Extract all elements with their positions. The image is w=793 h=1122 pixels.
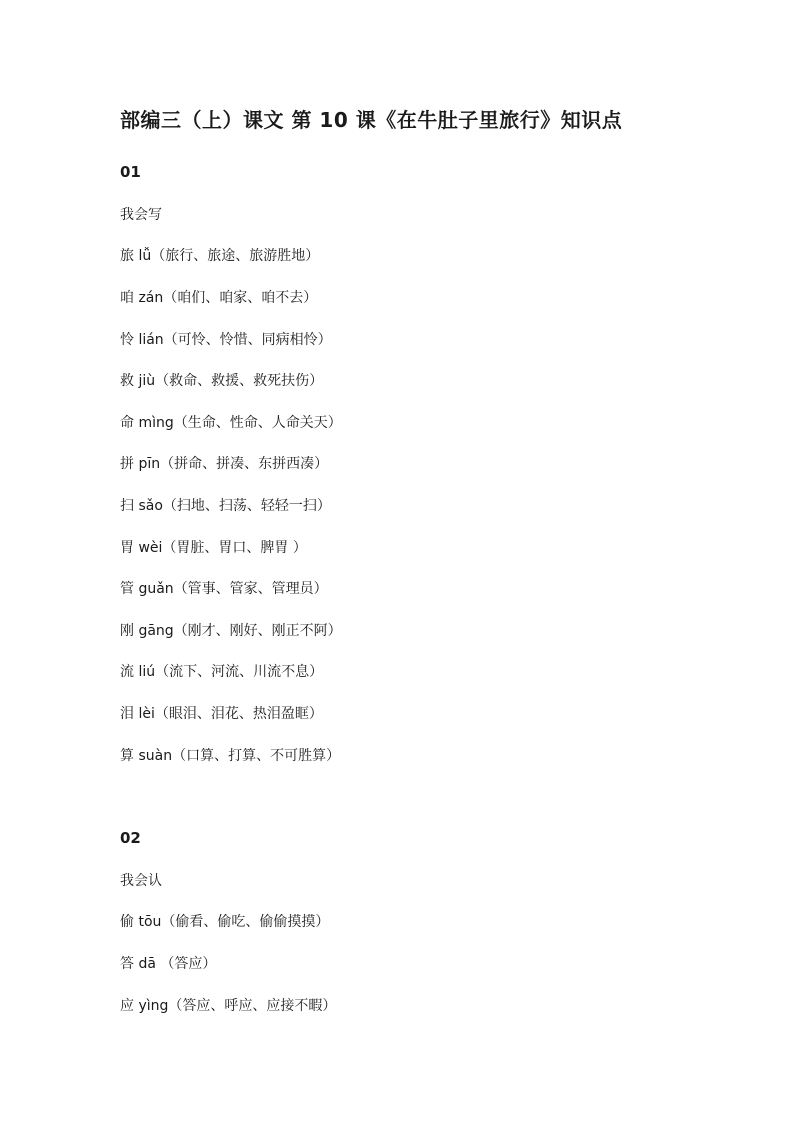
list-item: 管 guǎn（管事、管家、管理员） [120,581,328,597]
list-item: 旅 lǚ（旅行、旅途、旅游胜地） [120,248,320,264]
list-item: 怜 lián（可怜、怜惜、同病相怜） [120,332,332,348]
section-number-02: 02 [120,829,141,847]
list-item: 答 dā （答应） [120,956,217,972]
page-title: 部编三（上）课文 第 10 课《在牛肚子里旅行》知识点 [120,108,623,132]
section-number-01: 01 [120,163,141,181]
section-heading-write: 我会写 [120,207,162,223]
list-item: 胃 wèi（胃脏、胃口、脾胃 ） [120,540,307,556]
list-item: 扫 sǎo（扫地、扫荡、轻轻一扫） [120,498,331,514]
list-item: 咱 zán（咱们、咱家、咱不去） [120,290,318,306]
list-item: 拼 pīn（拼命、拼凑、东拼西凑） [120,456,329,472]
list-item: 命 mìng（生命、性命、人命关天） [120,415,342,431]
list-item: 泪 lèi（眼泪、泪花、热泪盈眶） [120,706,323,722]
list-item: 算 suàn（口算、打算、不可胜算） [120,748,341,764]
section-heading-recognize: 我会认 [120,873,162,889]
list-item: 应 yìng（答应、呼应、应接不暇） [120,998,337,1014]
list-item: 偷 tōu（偷看、偷吃、偷偷摸摸） [120,914,330,930]
list-item: 流 liú（流下、河流、川流不息） [120,664,324,680]
list-item: 救 jiù（救命、救援、救死扶伤） [120,373,324,389]
list-item: 刚 gāng（刚才、刚好、刚正不阿） [120,623,342,639]
